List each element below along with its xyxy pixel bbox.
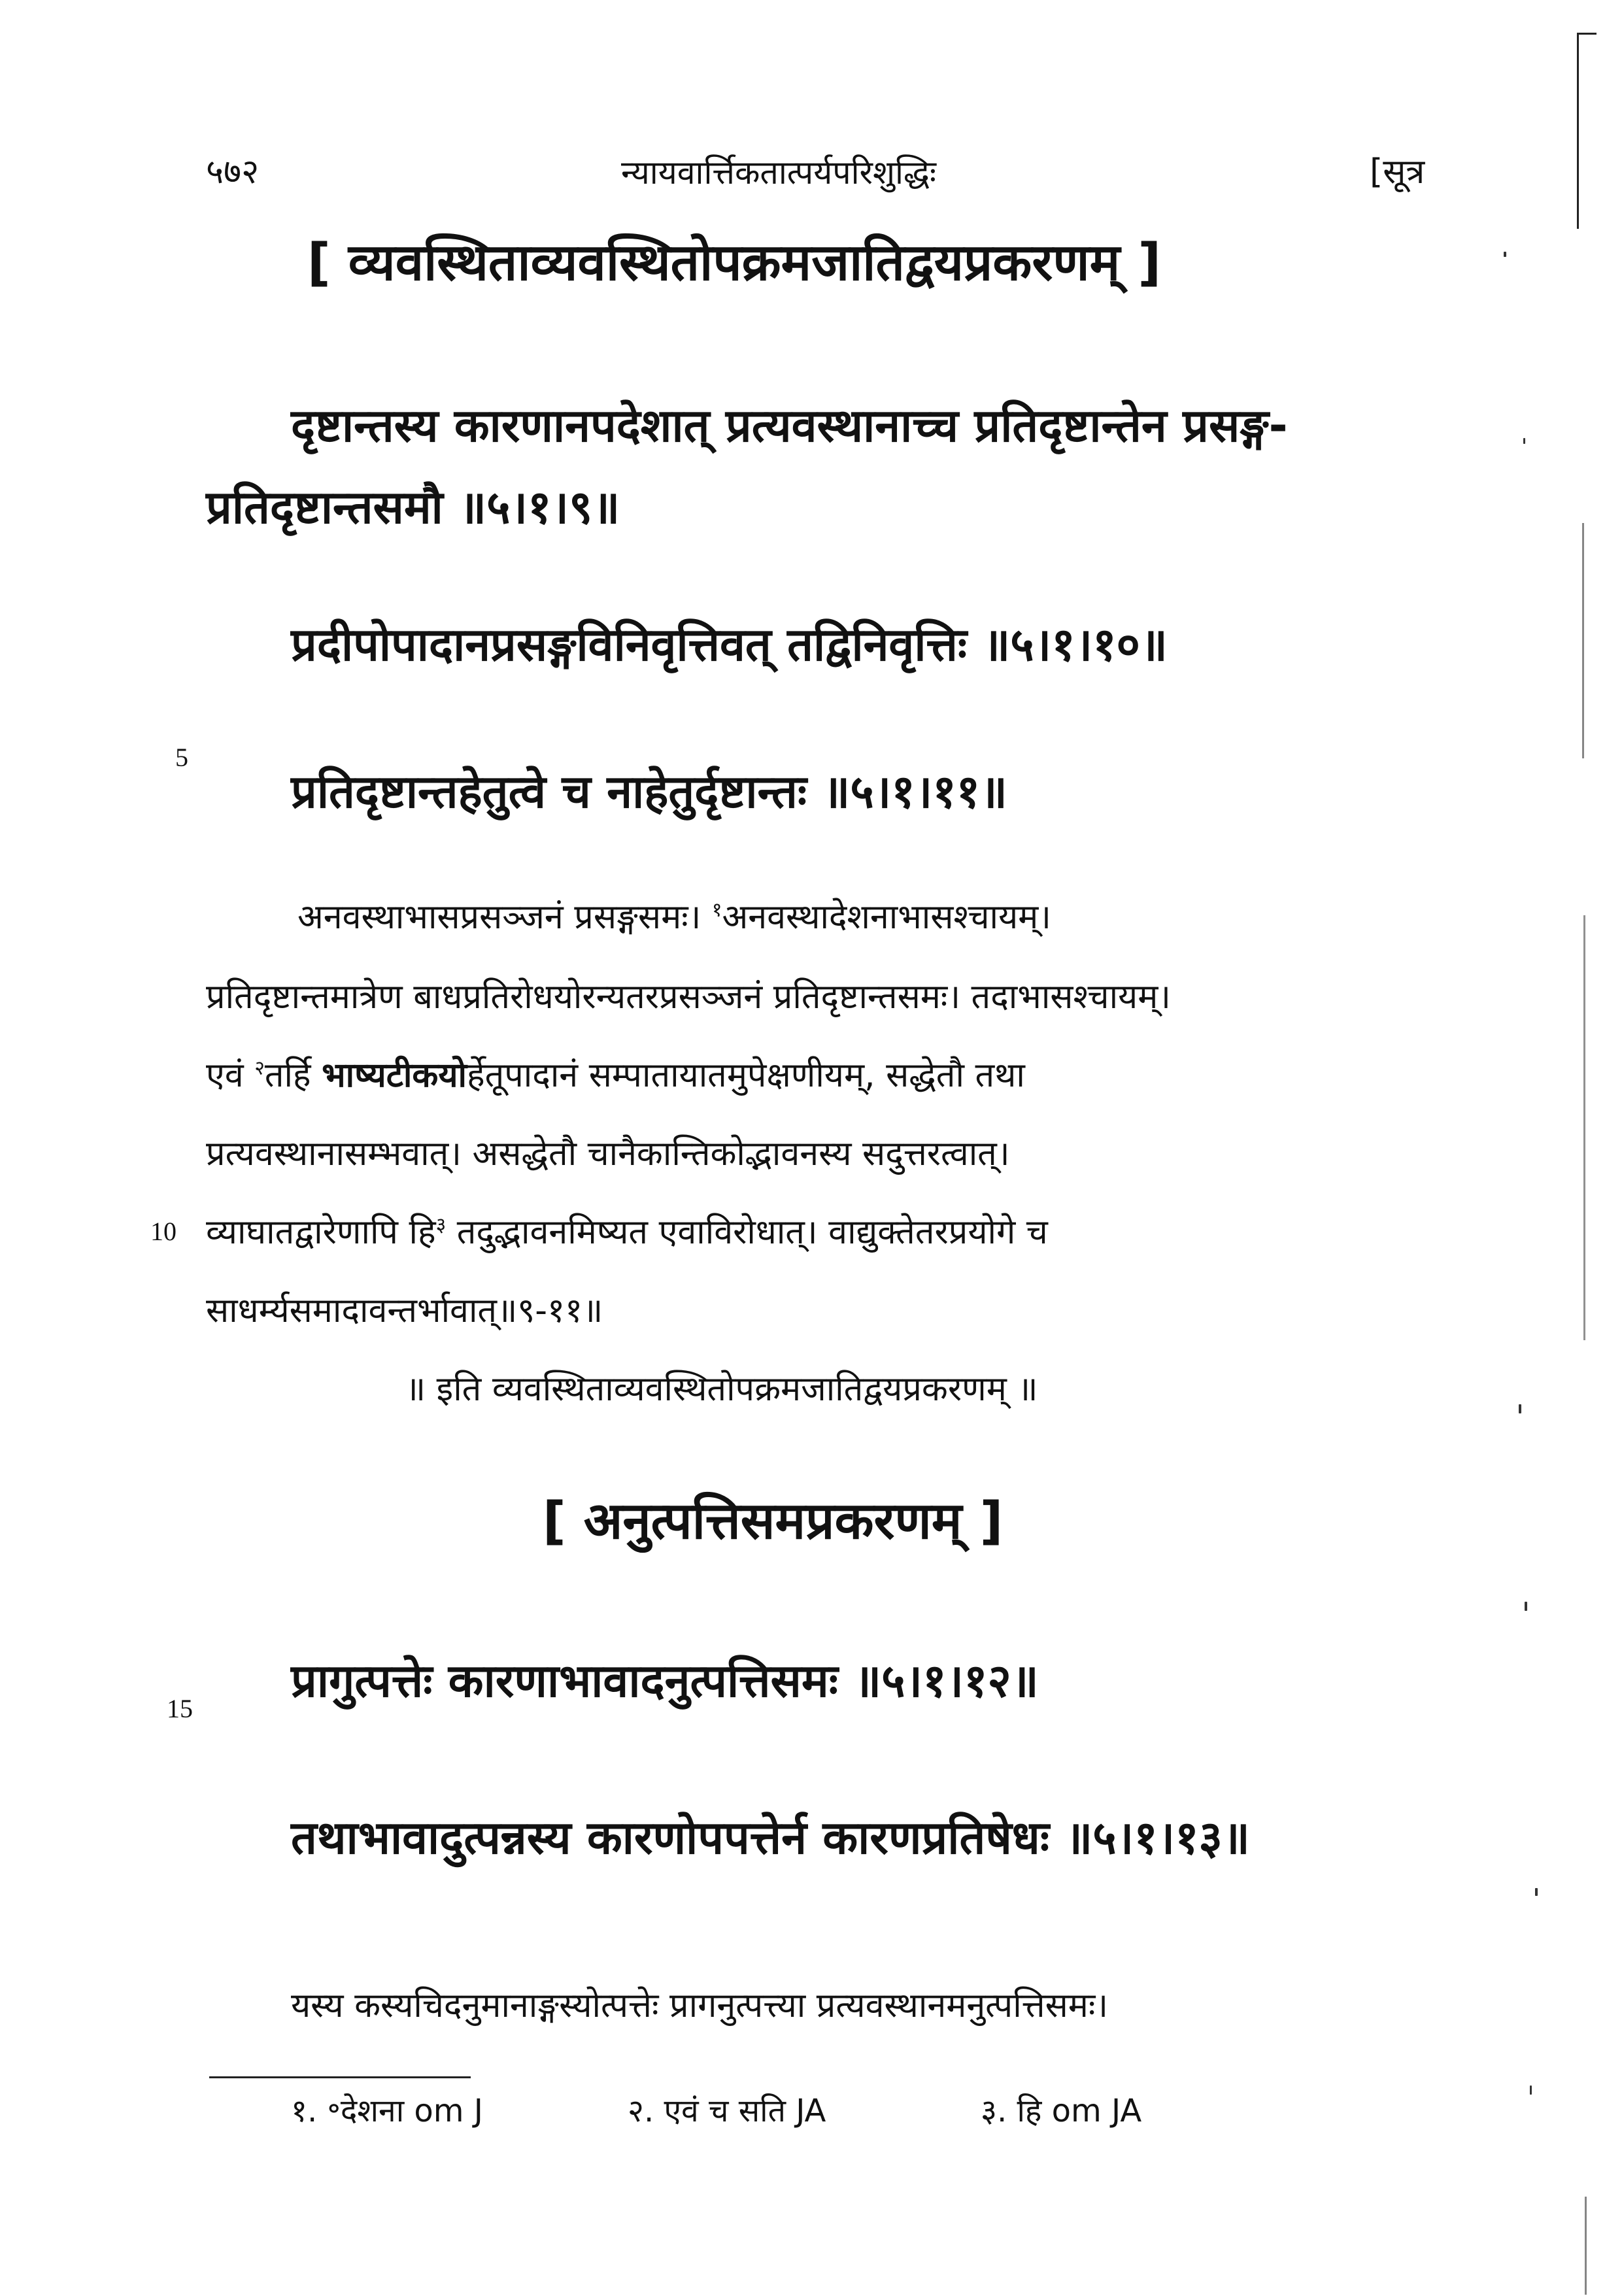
scan-speck — [1504, 252, 1506, 257]
scan-edge-line — [1583, 915, 1585, 1340]
footnote-ref: २ — [254, 1056, 265, 1080]
scan-edge-line — [1577, 33, 1579, 229]
sutra-line: प्रागुत्पत्तेः कारणाभावादनुत्पत्तिसमः ॥५।१।१२॥ — [291, 1654, 1039, 1708]
line-number: 15 — [167, 1694, 193, 1723]
section-heading: [ अनुत्पत्तिसमप्रकरणम् ] — [543, 1492, 1004, 1551]
scan-speck — [1530, 2085, 1532, 2095]
scan-edge-line — [1585, 2197, 1587, 2295]
commentary-line: यस्य कस्यचिदनुमानाङ्गस्योत्पत्तेः प्रागनुत्पत्त्या प्रत्यवस्थानमनुत्पत्तिसमः। — [291, 1986, 1109, 2025]
commentary-line: अनवस्थाभासप्रसञ्जनं प्रसङ्गसमः। $^१$अनवस्थादेशनाभासश्चायम्। — [297, 898, 1051, 937]
bold-term: भाष्यटीकयो — [322, 1056, 467, 1095]
scan-edge-line — [1582, 523, 1584, 758]
scan-speck — [1525, 1602, 1527, 1611]
sutra-line: तथाभावादुत्पन्नस्य कारणोपपत्तेर्न कारणप्रतिषेधः ॥५।१।१३॥ — [291, 1811, 1250, 1865]
footnote: १. ॰देशना om J — [291, 2093, 483, 2129]
scan-speck — [1519, 1404, 1521, 1413]
running-title: न्यायवार्त्तिकतात्पर्यपरिशुद्धिः — [621, 154, 936, 192]
commentary-line: साधर्म्यसमादावन्तर्भावात्॥९-११॥ — [206, 1291, 603, 1330]
section-heading: [ व्यवस्थिताव्यवस्थितोपक्रमजातिद्वयप्रकरणम् ] — [307, 233, 1162, 292]
commentary-line: एवं $^२$तर्हि भाष्यटीकयोर्हेतूपादानं सम्पातायातमुपेक्षणीयम्, सद्धेतौ तथा — [206, 1056, 1025, 1095]
footnote: ३. हि om JA — [981, 2093, 1142, 2129]
sutra-line: दृष्टान्तस्य कारणानपदेशात् प्रत्यवस्थानाच्च प्रतिदृष्टान्तेन प्रसङ्ग- — [291, 399, 1288, 452]
scan-speck — [1535, 1888, 1538, 1896]
footnote-ref: १ — [711, 898, 722, 922]
commentary-line: प्रत्यवस्थानासम्भवात्। असद्धेतौ चानैकान्तिकोद्भावनस्य सदुत्तरत्वात्। — [206, 1134, 1010, 1173]
footnote-rule — [209, 2076, 471, 2078]
commentary-line: प्रतिदृष्टान्तमात्रेण बाधप्रतिरोधयोरन्यतरप्रसञ्जनं प्रतिदृष्टान्तसमः। तदाभासश्चायम्। — [206, 977, 1172, 1017]
page-number: ५७२ — [206, 152, 260, 192]
commentary-line: व्याघातद्वारेणापि हि$^३$ तदुद्भावनमिष्यत एवाविरोधात्। वाद्युक्तेतरप्रयोगे च — [206, 1213, 1048, 1252]
colophon: ॥ इति व्यवस्थिताव्यवस्थितोपक्रमजातिद्वयप्रकरणम् ॥ — [405, 1370, 1038, 1409]
section-ref: [सूत्र — [1370, 152, 1425, 192]
line-number: 5 — [175, 743, 188, 772]
scan-speck — [1523, 438, 1525, 444]
footnote: २. एवं च सति JA — [628, 2093, 826, 2129]
sutra-line: प्रतिदृष्टान्तहेतुत्वे च नाहेतुर्दृष्टान्तः ॥५।१।११॥ — [291, 765, 1007, 819]
sutra-line: प्रतिदृष्टान्तसमौ ॥५।१।९॥ — [206, 481, 620, 534]
line-number: 10 — [150, 1217, 177, 1246]
scan-edge-line — [1577, 33, 1597, 35]
footnote-ref: ३ — [435, 1213, 447, 1237]
sutra-line: प्रदीपोपादानप्रसङ्गविनिवृत्तिवत् तद्विनिवृत्तिः ॥५।१।१०॥ — [291, 618, 1168, 671]
